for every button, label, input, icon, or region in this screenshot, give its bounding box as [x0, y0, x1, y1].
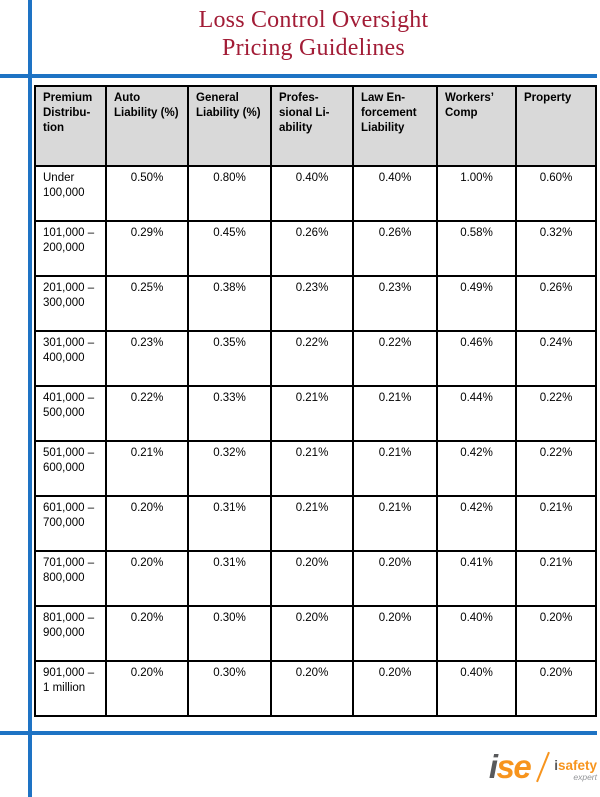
page-title	[30, 6, 597, 62]
rate-cell: 0.58%	[437, 221, 516, 276]
top-accent-line	[0, 74, 597, 78]
row-label: 101,000 – 200,000	[35, 221, 106, 276]
column-header: Profes- sional Li- ability	[271, 86, 353, 166]
rate-cell: 0.25%	[106, 276, 188, 331]
column-header: Workers’ Comp	[437, 86, 516, 166]
rate-cell: 0.26%	[516, 276, 596, 331]
rate-cell: 0.26%	[271, 221, 353, 276]
rate-cell: 0.21%	[271, 496, 353, 551]
rate-cell: 0.42%	[437, 441, 516, 496]
pricing-table	[34, 85, 597, 717]
rate-cell: 0.45%	[188, 221, 271, 276]
rate-cell: 0.30%	[188, 661, 271, 716]
rate-cell: 0.21%	[516, 496, 596, 551]
page-title-line1: Loss Control Oversight	[198, 7, 429, 33]
rate-cell: 0.30%	[188, 606, 271, 661]
rate-cell: 0.20%	[353, 551, 437, 606]
rate-cell: 1.00%	[437, 166, 516, 221]
table-row	[35, 221, 596, 276]
table-row	[35, 276, 596, 331]
rate-cell: 0.20%	[271, 551, 353, 606]
row-label: 401,000 – 500,000	[35, 386, 106, 441]
table-row	[35, 661, 596, 716]
rate-cell: 0.21%	[353, 386, 437, 441]
rate-cell: 0.33%	[188, 386, 271, 441]
column-header: Property	[516, 86, 596, 166]
rate-cell: 0.21%	[516, 551, 596, 606]
rate-cell: 0.32%	[516, 221, 596, 276]
rate-cell: 0.20%	[516, 606, 596, 661]
column-header: Auto Liability (%)	[106, 86, 188, 166]
table-row	[35, 386, 596, 441]
ise-logo	[489, 749, 597, 785]
table-row	[35, 551, 596, 606]
rate-cell: 0.23%	[106, 331, 188, 386]
rate-cell: 0.21%	[353, 441, 437, 496]
logo-subtitle: expert	[573, 771, 597, 782]
rate-cell: 0.20%	[353, 661, 437, 716]
logo-mark-se: se	[496, 748, 531, 785]
logo-wordmark	[554, 753, 597, 782]
row-label: 901,000 – 1 million	[35, 661, 106, 716]
row-label: Under 100,000	[35, 166, 106, 221]
logo-slash-icon	[536, 752, 550, 782]
column-header: Law En- forcement Liability	[353, 86, 437, 166]
rate-cell: 0.22%	[353, 331, 437, 386]
rate-cell: 0.23%	[271, 276, 353, 331]
left-accent-line	[28, 0, 32, 797]
table-row	[35, 166, 596, 221]
rate-cell: 0.20%	[271, 606, 353, 661]
logo-brand-i: i	[554, 757, 558, 773]
logo-brand-name	[554, 759, 597, 773]
rate-cell: 0.40%	[437, 661, 516, 716]
column-header: General Liability (%)	[188, 86, 271, 166]
rate-cell: 0.32%	[188, 441, 271, 496]
rate-cell: 0.21%	[353, 496, 437, 551]
table-row	[35, 606, 596, 661]
rate-cell: 0.20%	[106, 551, 188, 606]
rate-cell: 0.22%	[106, 386, 188, 441]
rate-cell: 0.24%	[516, 331, 596, 386]
rate-cell: 0.21%	[271, 441, 353, 496]
rate-cell: 0.20%	[106, 496, 188, 551]
rate-cell: 0.40%	[271, 166, 353, 221]
rate-cell: 0.21%	[106, 441, 188, 496]
table-row	[35, 496, 596, 551]
rate-cell: 0.22%	[271, 331, 353, 386]
rate-cell: 0.49%	[437, 276, 516, 331]
rate-cell: 0.22%	[516, 441, 596, 496]
rate-cell: 0.38%	[188, 276, 271, 331]
rate-cell: 0.22%	[516, 386, 596, 441]
ise-logo-mark	[489, 749, 530, 785]
rate-cell: 0.31%	[188, 551, 271, 606]
rate-cell: 0.23%	[353, 276, 437, 331]
column-header: Premium Distribu- tion	[35, 86, 106, 166]
rate-cell: 0.42%	[437, 496, 516, 551]
bottom-accent-line	[0, 731, 597, 735]
row-label: 601,000 – 700,000	[35, 496, 106, 551]
logo-mark-i: i	[488, 748, 497, 785]
rate-cell: 0.20%	[516, 661, 596, 716]
rate-cell: 0.20%	[106, 661, 188, 716]
rate-cell: 0.31%	[188, 496, 271, 551]
rate-cell: 0.40%	[353, 166, 437, 221]
table-row	[35, 441, 596, 496]
rate-cell: 0.60%	[516, 166, 596, 221]
rate-cell: 0.44%	[437, 386, 516, 441]
rate-cell: 0.40%	[437, 606, 516, 661]
rate-cell: 0.35%	[188, 331, 271, 386]
row-label: 301,000 – 400,000	[35, 331, 106, 386]
row-label: 701,000 – 800,000	[35, 551, 106, 606]
rate-cell: 0.50%	[106, 166, 188, 221]
rate-cell: 0.20%	[271, 661, 353, 716]
rate-cell: 0.26%	[353, 221, 437, 276]
row-label: 501,000 – 600,000	[35, 441, 106, 496]
rate-cell: 0.29%	[106, 221, 188, 276]
row-label: 201,000 – 300,000	[35, 276, 106, 331]
table-header-row	[35, 86, 596, 166]
rate-cell: 0.20%	[353, 606, 437, 661]
rate-cell: 0.80%	[188, 166, 271, 221]
page-title-line2: Pricing Guidelines	[222, 35, 405, 61]
logo-brand-rest: safety	[557, 757, 597, 773]
rate-cell: 0.41%	[437, 551, 516, 606]
rate-cell: 0.46%	[437, 331, 516, 386]
rate-cell: 0.21%	[271, 386, 353, 441]
rate-cell: 0.20%	[106, 606, 188, 661]
row-label: 801,000 – 900,000	[35, 606, 106, 661]
table-row	[35, 331, 596, 386]
